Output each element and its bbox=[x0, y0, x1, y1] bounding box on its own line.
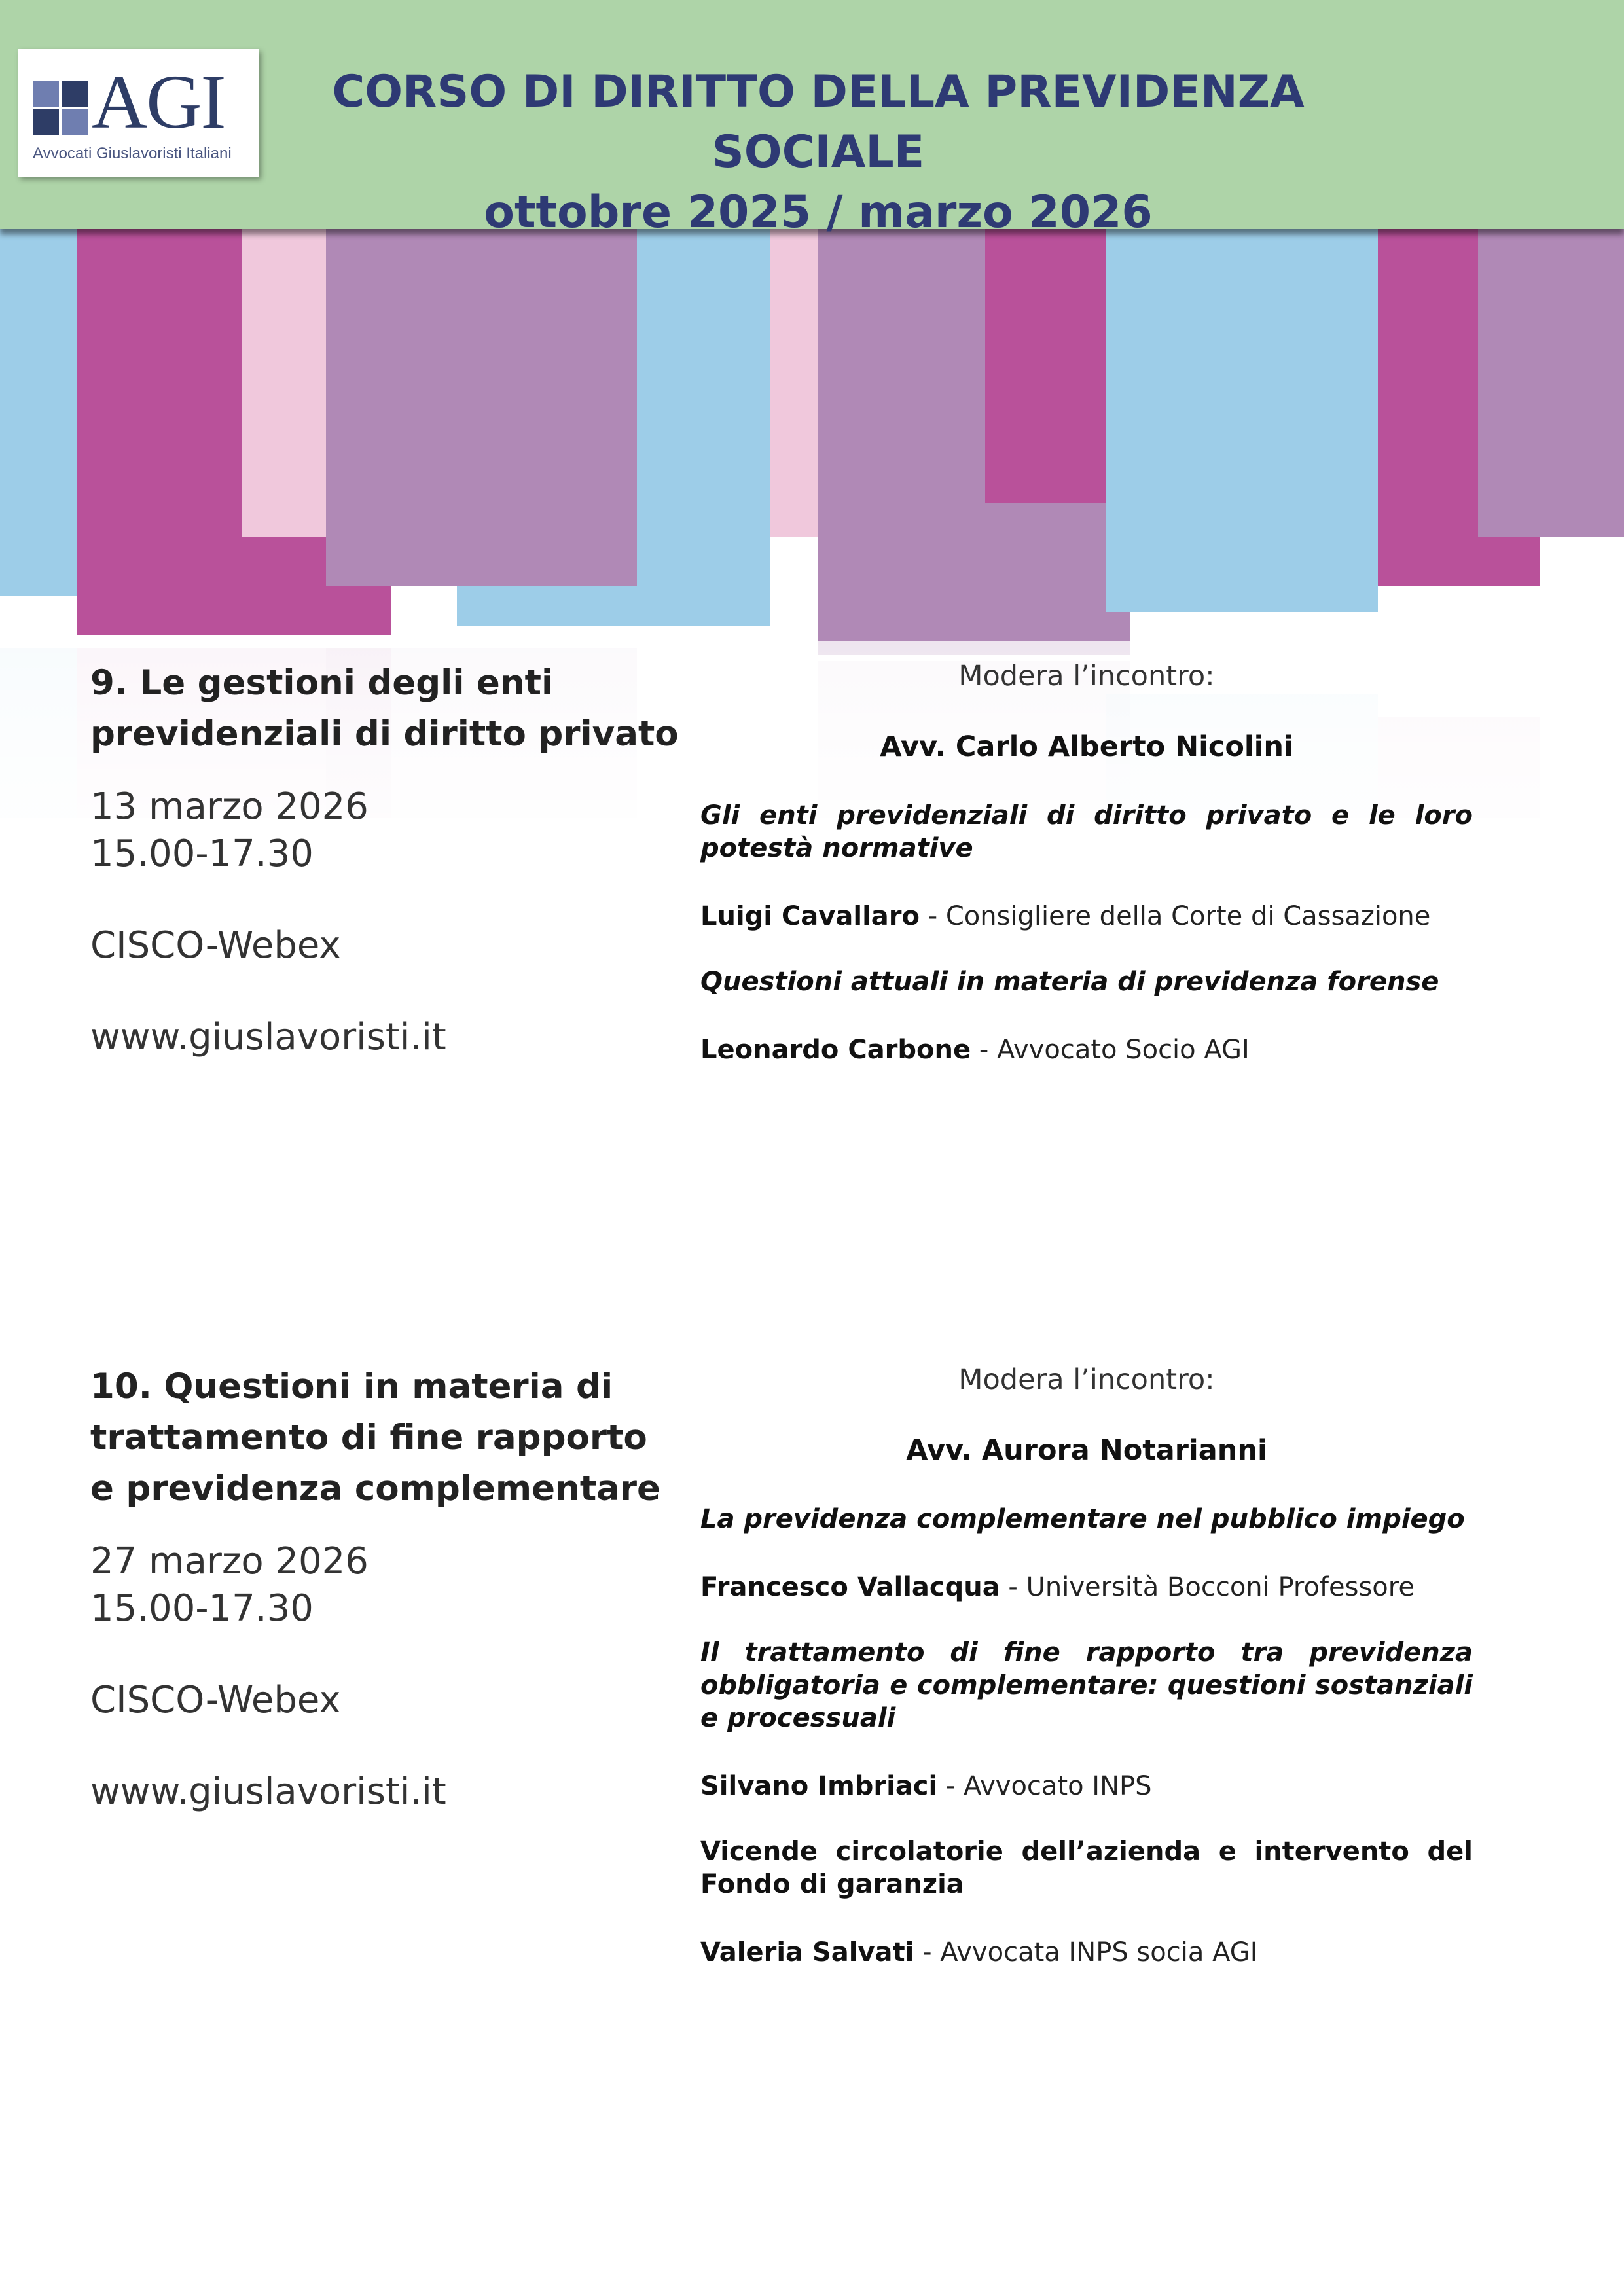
session-program bbox=[700, 1361, 1473, 1969]
agi-logo bbox=[18, 49, 259, 177]
talk-title: Vicende circolatorie dell’azienda e intervento del Fondo di garanzia bbox=[700, 1837, 1473, 1899]
bar bbox=[985, 229, 1106, 503]
bar bbox=[1478, 229, 1624, 537]
speaker-role: - Avvocata INPS socia AGI bbox=[914, 1937, 1258, 1967]
talk-title: Gli enti previdenziali di diritto privato e le loro potestà normative bbox=[700, 800, 1473, 863]
speaker-name: Francesco Vallacqua bbox=[700, 1572, 1000, 1602]
logo-wordmark: AGI bbox=[92, 59, 225, 145]
session-date: 27 marzo 2026 bbox=[90, 1540, 369, 1583]
speaker-role: - Consigliere della Corte di Cassazione bbox=[919, 901, 1431, 931]
speaker-role: - Avvocato INPS bbox=[937, 1771, 1152, 1801]
header-band bbox=[0, 0, 1624, 238]
speaker-name: Luigi Cavallaro bbox=[700, 901, 920, 931]
session-platform: CISCO-Webex bbox=[90, 1679, 341, 1721]
session-title: 10. Questioni in materia di trattamento di fine rapporto e previdenza complementare bbox=[90, 1367, 661, 1509]
website-link[interactable]: www.giuslavoristi.it bbox=[90, 1016, 446, 1058]
session-info bbox=[90, 658, 679, 1061]
logo-tagline: Avvocati Giuslavoristi Italiani bbox=[33, 145, 232, 162]
session-time: 15.00-17.30 bbox=[90, 833, 314, 875]
session-time: 15.00-17.30 bbox=[90, 1587, 314, 1630]
session-info bbox=[90, 1361, 679, 1816]
website-link[interactable]: www.giuslavoristi.it bbox=[90, 1770, 446, 1813]
talk-title: Il trattamento di fine rapporto tra previdenza obbligatoria e complementare: questioni sostanziali e processuali bbox=[700, 1638, 1473, 1733]
moderator-label: Modera l’incontro: bbox=[958, 1363, 1215, 1396]
course-title: CORSO DI DIRITTO DELLA PREVIDENZA SOCIALE bbox=[332, 66, 1305, 178]
speaker bbox=[700, 1033, 1473, 1066]
bar bbox=[0, 229, 77, 596]
bar bbox=[326, 229, 637, 586]
speaker-role: - Università Bocconi Professore bbox=[1000, 1572, 1415, 1602]
moderator-label: Modera l’incontro: bbox=[958, 660, 1215, 692]
speaker-role: - Avvocato Socio AGI bbox=[971, 1035, 1250, 1065]
bar bbox=[242, 229, 327, 537]
session-title: 9. Le gestioni degli enti previdenziali di diritto privato bbox=[90, 663, 679, 754]
bar bbox=[637, 229, 770, 626]
session-program bbox=[700, 658, 1473, 1066]
session-date: 13 marzo 2026 bbox=[90, 785, 369, 828]
speaker-name: Valeria Salvati bbox=[700, 1937, 914, 1967]
speaker-name: Silvano Imbriaci bbox=[700, 1771, 938, 1801]
speaker bbox=[700, 1936, 1473, 1969]
page-title bbox=[262, 62, 1375, 243]
bar bbox=[1106, 229, 1378, 612]
moderator-name: Avv. Carlo Alberto Nicolini bbox=[880, 730, 1293, 763]
speaker bbox=[700, 1571, 1473, 1604]
logo-grid-icon bbox=[33, 81, 89, 137]
course-period: ottobre 2025 / marzo 2026 bbox=[484, 187, 1153, 238]
moderator-name: Avv. Aurora Notarianni bbox=[906, 1434, 1267, 1467]
speaker bbox=[700, 900, 1473, 933]
speaker-name: Leonardo Carbone bbox=[700, 1035, 971, 1065]
speaker bbox=[700, 1770, 1473, 1803]
session-platform: CISCO-Webex bbox=[90, 924, 341, 967]
talk-title: La previdenza complementare nel pubblico impiego bbox=[700, 1504, 1465, 1534]
talk-title: Questioni attuali in materia di previdenza forense bbox=[700, 967, 1439, 997]
